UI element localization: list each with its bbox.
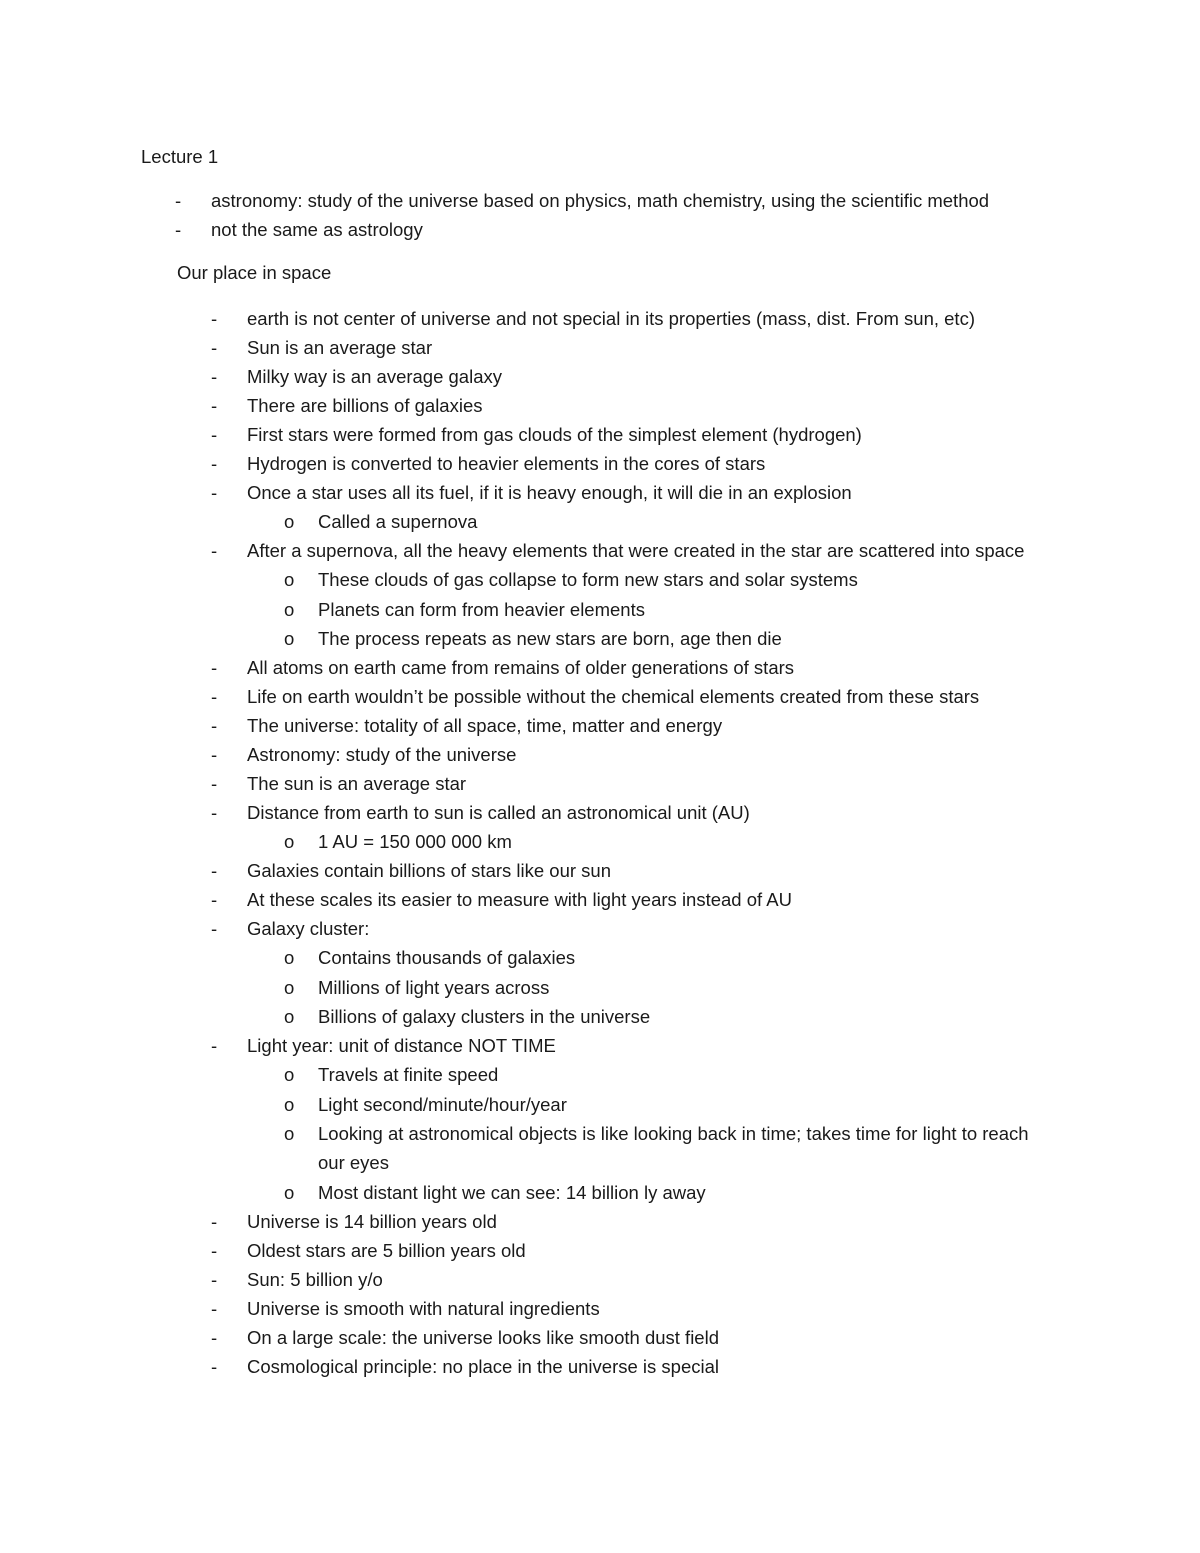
- bullet-marker: o: [284, 1181, 295, 1203]
- list-item-text: Distance from earth to sun is called an astronomical unit (AU): [247, 802, 750, 824]
- list-item-text: Oldest stars are 5 billion years old: [247, 1239, 526, 1261]
- list-item: [177, 420, 1077, 449]
- list-item-text: All atoms on earth came from remains of older generations of stars: [247, 657, 795, 679]
- bullet-marker: o: [284, 598, 295, 620]
- sub-list: [247, 507, 1077, 536]
- list-item: [177, 682, 1077, 711]
- list-item-text: There are billions of galaxies: [247, 395, 483, 416]
- bullet-marker: o: [284, 511, 295, 532]
- sub-list-item-text: Looking at astronomical objects is like looking back in time; takes time for light to reach our eyes: [318, 1122, 1029, 1174]
- sub-list-item: [247, 1060, 1077, 1089]
- list-item-text: Sun: 5 billion y/o: [247, 1268, 383, 1290]
- bullet-marker: o: [284, 976, 295, 998]
- sub-list-item-text: Billions of galaxy clusters in the universe: [318, 1006, 651, 1028]
- list-item-text: Universe is 14 billion years old: [247, 1210, 497, 1232]
- bullet-marker: o: [284, 1006, 295, 1028]
- sub-list-item-text: Travels at finite speed: [318, 1064, 499, 1086]
- list-item: [177, 653, 1077, 682]
- list-item: [177, 885, 1077, 914]
- list-item-text: Astronomy: study of the universe: [247, 744, 517, 766]
- dash-marker: -: [211, 860, 218, 882]
- bullet-marker: o: [284, 627, 295, 649]
- list-item: [141, 187, 989, 216]
- dash-marker: -: [211, 744, 218, 766]
- dash-marker: -: [211, 715, 218, 737]
- dash-marker: -: [211, 1239, 218, 1261]
- dash-marker: -: [211, 802, 218, 824]
- list-item-text: Galaxies contain billions of stars like our sun: [247, 860, 612, 882]
- list-item: [177, 1323, 1077, 1352]
- sub-list-item: [247, 1178, 1077, 1207]
- list-item: [177, 333, 1077, 362]
- sub-list-item: [247, 507, 1077, 536]
- dash-marker: -: [211, 773, 218, 795]
- bullet-marker: o: [284, 1093, 295, 1115]
- list-item-text: At these scales its easier to measure with light years instead of AU: [247, 889, 792, 911]
- bullet-marker: o: [284, 831, 295, 853]
- list-item-text: On a large scale: the universe looks like smooth dust field: [247, 1326, 719, 1348]
- sub-list-item: [247, 1002, 1077, 1031]
- list-item: [177, 1207, 1077, 1236]
- dash-marker: -: [211, 366, 218, 387]
- bullet-marker: o: [284, 947, 295, 969]
- dash-marker: -: [211, 1326, 218, 1348]
- sub-list: [247, 565, 1077, 653]
- sub-list-item-text: Called a supernova: [318, 511, 478, 532]
- bullet-marker: o: [284, 1122, 295, 1144]
- list-item: [177, 1294, 1077, 1323]
- sub-list-item: [247, 595, 1077, 624]
- sub-list: [247, 943, 1077, 1031]
- sub-list-item-text: Most distant light we can see: 14 billion ly away: [318, 1181, 706, 1203]
- dash-marker: -: [211, 918, 218, 940]
- sub-list-item: [247, 624, 1077, 653]
- notes-list: [177, 304, 1077, 1381]
- sub-list-item: [247, 827, 1077, 856]
- list-item-text: earth is not center of universe and not special in its properties (mass, dist. From sun, etc): [247, 308, 975, 329]
- sub-list: [247, 1060, 1077, 1206]
- dash-marker: -: [211, 1210, 218, 1232]
- sub-list-item-text: Millions of light years across: [318, 976, 550, 998]
- list-item-text: The universe: totality of all space, time, matter and energy: [247, 715, 723, 737]
- list-item: [177, 740, 1077, 769]
- page-title: Lecture 1: [141, 146, 219, 167]
- list-item: [177, 449, 1077, 478]
- sub-list-item: [247, 1119, 1077, 1178]
- list-item: [177, 798, 1077, 856]
- list-item: [177, 1265, 1077, 1294]
- list-item: [177, 1031, 1077, 1206]
- sub-list-item-text: 1 AU = 150 000 000 km: [318, 831, 512, 853]
- sub-list-item-text: Light second/minute/hour/year: [318, 1093, 567, 1115]
- list-item-text: Milky way is an average galaxy: [247, 366, 502, 387]
- list-item: [177, 391, 1077, 420]
- dash-marker: -: [211, 308, 218, 329]
- sub-list-item: [247, 1090, 1077, 1119]
- list-item-text: astronomy: study of the universe based on physics, math chemistry, using the scientific method: [211, 190, 990, 211]
- dash-marker: -: [211, 482, 218, 503]
- bullet-marker: o: [284, 1064, 295, 1086]
- list-item: [177, 1236, 1077, 1265]
- dash-marker: -: [211, 395, 218, 416]
- sub-list-item-text: Contains thousands of galaxies: [318, 947, 576, 969]
- dash-marker: -: [211, 1355, 218, 1377]
- list-item-text: Life on earth wouldn’t be possible without the chemical elements created from these stars: [247, 686, 980, 708]
- list-item: [177, 769, 1077, 798]
- list-item-text: Galaxy cluster:: [247, 918, 370, 940]
- dash-marker: -: [211, 686, 218, 708]
- dash-marker: -: [211, 424, 218, 445]
- sub-list-item-text: These clouds of gas collapse to form new stars and solar systems: [318, 569, 858, 591]
- bullet-marker: o: [284, 569, 295, 591]
- dash-marker: -: [211, 453, 218, 474]
- dash-marker: -: [175, 218, 182, 240]
- dash-marker: -: [211, 1268, 218, 1290]
- sub-list-item-text: The process repeats as new stars are born, age then die: [318, 627, 782, 649]
- sub-list-item: [247, 973, 1077, 1002]
- list-item-text: Cosmological principle: no place in the universe is special: [247, 1355, 719, 1377]
- dash-marker: -: [211, 1035, 218, 1057]
- sub-list: [247, 827, 1077, 856]
- list-item-text: Hydrogen is converted to heavier elements in the cores of stars: [247, 453, 766, 474]
- list-item: [141, 216, 989, 245]
- list-item: [177, 362, 1077, 391]
- list-item-text: Universe is smooth with natural ingredients: [247, 1297, 600, 1319]
- dash-marker: -: [175, 190, 182, 211]
- list-item-text: The sun is an average star: [247, 773, 467, 795]
- list-item: [177, 536, 1077, 653]
- dash-marker: -: [211, 1297, 218, 1319]
- sub-list-item-text: Planets can form from heavier elements: [318, 598, 645, 620]
- list-item: [177, 1352, 1077, 1381]
- list-item-text: First stars were formed from gas clouds of the simplest element (hydrogen): [247, 424, 862, 445]
- dash-marker: -: [211, 540, 218, 562]
- list-item-text: not the same as astrology: [211, 218, 423, 240]
- list-item: [177, 304, 1077, 333]
- list-item: [177, 856, 1077, 885]
- intro-list: [141, 187, 989, 244]
- list-item-text: Light year: unit of distance NOT TIME: [247, 1035, 556, 1057]
- list-item-text: Sun is an average star: [247, 337, 433, 358]
- list-item-text: Once a star uses all its fuel, if it is heavy enough, it will die in an explosion: [247, 482, 852, 503]
- section-heading: Our place in space: [177, 262, 332, 283]
- sub-list-item: [247, 565, 1077, 594]
- dash-marker: -: [211, 657, 218, 679]
- sub-list-item: [247, 943, 1077, 972]
- list-item: [177, 914, 1077, 1031]
- list-item: [177, 711, 1077, 740]
- list-item: [177, 478, 1077, 536]
- dash-marker: -: [211, 889, 218, 911]
- dash-marker: -: [211, 337, 218, 358]
- list-item-text: After a supernova, all the heavy elements that were created in the star are scattered into space: [247, 540, 1025, 562]
